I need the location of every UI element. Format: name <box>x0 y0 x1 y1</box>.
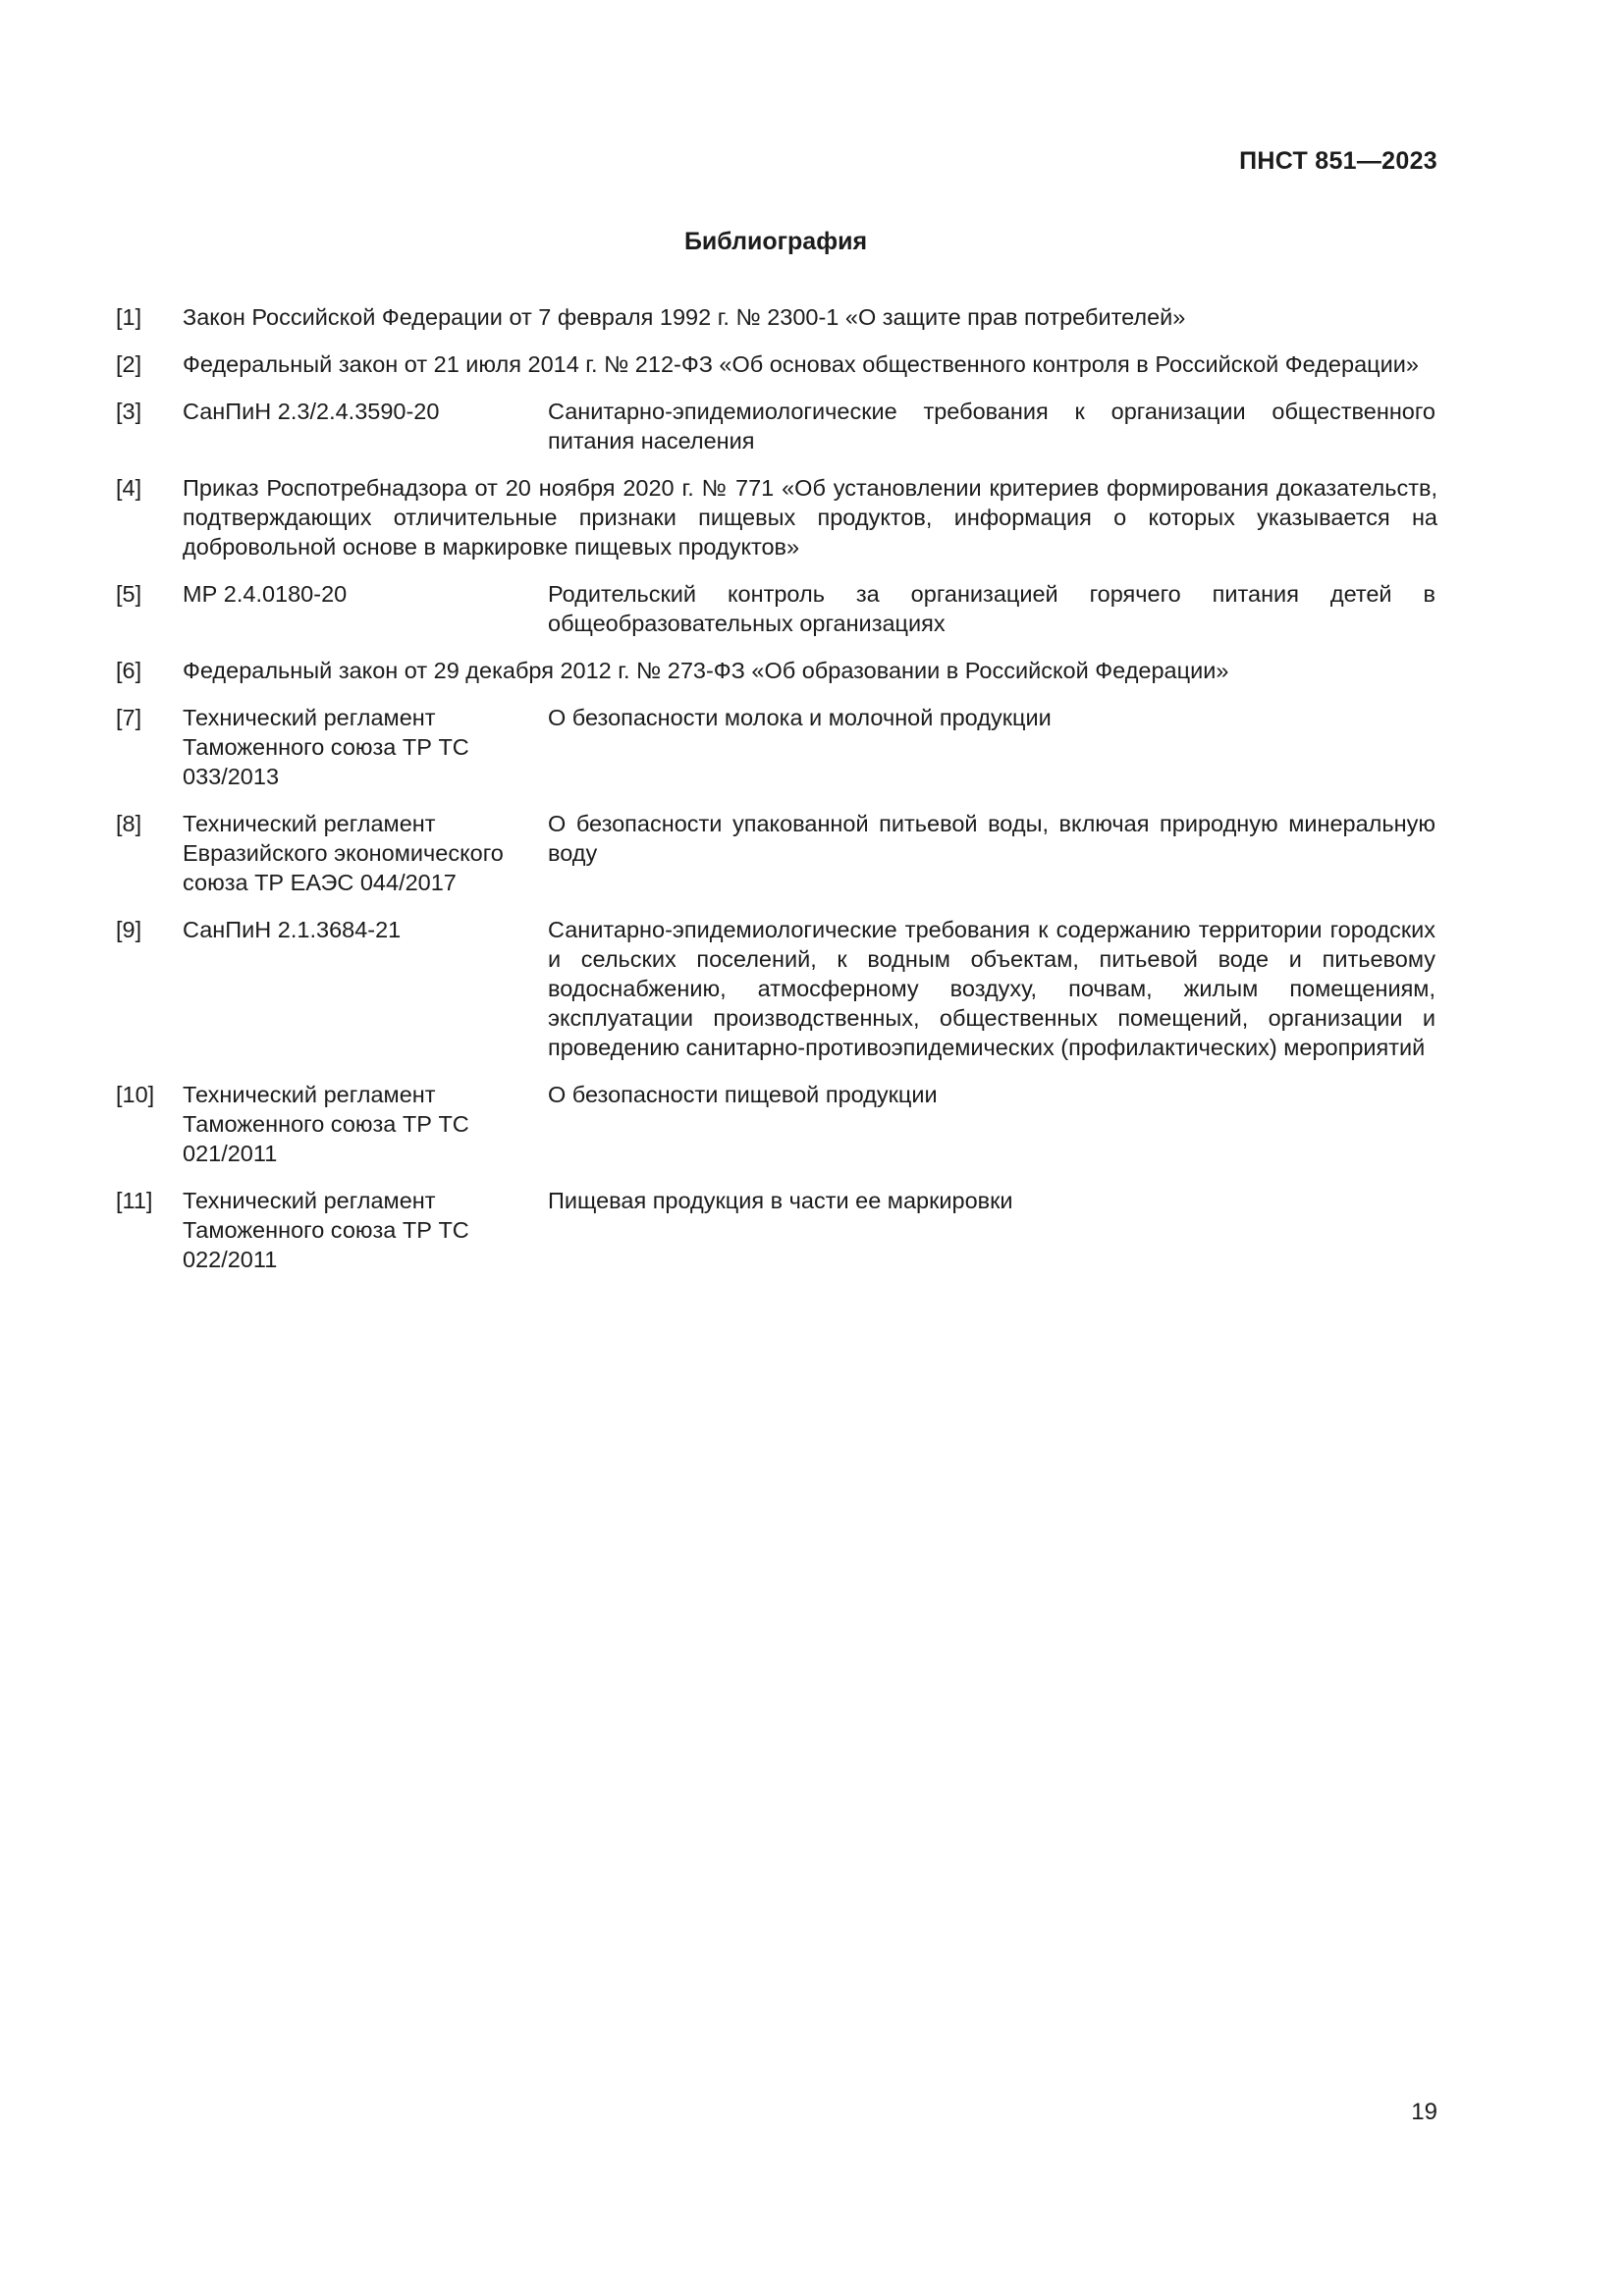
page-number: 19 <box>1411 2099 1437 2125</box>
entry-text: Закон Российской Федерации от 7 февраля 1992 г. № 2300-1 «О защите прав потребителей» <box>183 304 1186 330</box>
entry-text: Федеральный закон от 21 июля 2014 г. № 212-ФЗ «Об основах общественного контроля в Российской Федерации» <box>183 351 1419 377</box>
entry-number: [5] <box>116 581 142 607</box>
entry-description: Родительский контроль за организацией горячего питания детей в общеобразовательных организациях <box>548 581 1435 636</box>
bibliography-entry <box>116 1186 1437 1274</box>
entry-source: Технический регламент Евразийского экономического союза ТР ЕАЭС 044/2017 <box>183 811 504 895</box>
bibliography-entry <box>116 302 1437 332</box>
entry-number: [1] <box>116 304 142 330</box>
entry-description: Пищевая продукция в части ее маркировки <box>548 1188 1013 1213</box>
document-code: ПНСТ 851—2023 <box>1239 147 1437 175</box>
entry-description: О безопасности молока и молочной продукции <box>548 705 1052 730</box>
bibliography-entry <box>116 579 1437 638</box>
entry-description: О безопасности упакованной питьевой воды, включая природную минеральную воду <box>548 811 1435 866</box>
entry-description: Санитарно-эпидемиологические требования к содержанию территории городских и сельских поселений, к водным объектам, питьевой воде и питьевому водоснабжению, атмосферному воздуху, почвам, жилым помещениям, эксплуатации производственных, общественных помещений, организации и проведению санитарно-противоэпидемических (профилактических) мероприятий <box>548 917 1435 1060</box>
entry-source: Технический регламент Таможенного союза ТР ТС 022/2011 <box>183 1188 469 1272</box>
entry-number: [11] <box>116 1188 153 1213</box>
entry-source: СанПиН 2.1.3684-21 <box>183 917 402 942</box>
bibliography-entry <box>116 397 1437 455</box>
entry-number: [7] <box>116 705 142 730</box>
bibliography-entry <box>116 703 1437 791</box>
entry-number: [8] <box>116 811 142 836</box>
entry-number: [3] <box>116 399 142 424</box>
entry-text: Приказ Роспотребнадзора от 20 ноября 2020 г. № 771 «Об установлении критериев формирования доказательств, подтверждающих отличительные признаки пищевых продуктов, информация о которых указывается на добровольной основе в маркировке пищевых продуктов» <box>183 475 1437 560</box>
page-title: Библиография <box>683 228 868 255</box>
bibliography-entry <box>116 349 1437 379</box>
entry-number: [10] <box>116 1082 155 1107</box>
entry-description: Санитарно-эпидемиологические требования к организации общественного питания населения <box>548 399 1435 454</box>
entry-source: Технический регламент Таможенного союза ТР ТС 021/2011 <box>183 1082 469 1166</box>
bibliography-entry <box>116 809 1437 897</box>
entry-number: [2] <box>116 351 142 377</box>
entry-source: Технический регламент Таможенного союза ТР ТС 033/2013 <box>183 705 469 789</box>
bibliography-entry <box>116 1080 1437 1168</box>
entry-description: О безопасности пищевой продукции <box>548 1082 938 1107</box>
bibliography-list <box>116 302 1437 1292</box>
bibliography-entry <box>116 656 1437 685</box>
bibliography-entry <box>116 473 1437 561</box>
entry-source: МР 2.4.0180-20 <box>183 581 348 607</box>
entry-number: [6] <box>116 658 142 683</box>
entry-source: СанПиН 2.3/2.4.3590-20 <box>183 399 440 424</box>
bibliography-entry <box>116 915 1437 1062</box>
entry-number: [4] <box>116 475 142 501</box>
entry-text: Федеральный закон от 29 декабря 2012 г. № 273-ФЗ «Об образовании в Российской Федерации» <box>183 658 1229 683</box>
entry-number: [9] <box>116 917 142 942</box>
